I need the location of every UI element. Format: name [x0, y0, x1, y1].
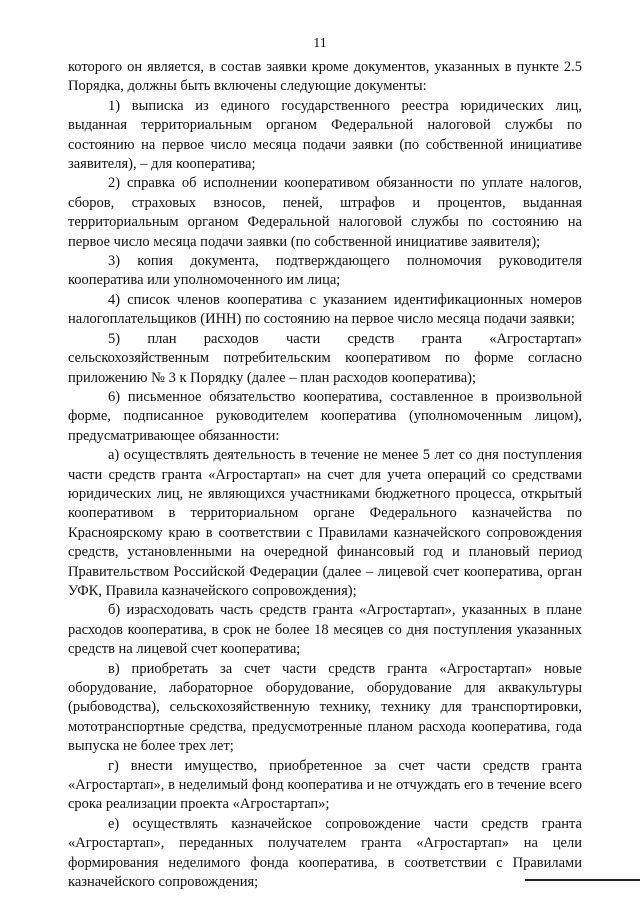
paragraph-subitem-v: в) приобретать за счет части средств гранта «Агростартап» новые оборудование, лабораторное оборудование, оборудование для аквакультуры (рыбоводства), сельскохозяйственную технику, технику для транспортировки, мототранспортные средства, предусмотренные планом расхода кооператива, года выпуска не более трех лет; — [68, 660, 582, 755]
paragraph-subitem-b: б) израсходовать часть средств гранта «Агростартап», указанных в плане расходов кооператива, в срок не более 18 месяцев со дня поступления указанных средств на лицевой счет кооператива; — [68, 602, 582, 658]
paragraph-subitem-a: а) осуществлять деятельность в течение не менее 5 лет со дня поступления части средств гранта «Агростартап» на счет для учета операций со средствами юридических лиц, не являющихся участниками бюджетного процесса, открытый кооперативом в территориальном органе Федерального казначейства по Красноярскому краю в соответствии с Правилами казначейского сопровождения средств, установленными на очередной финансовый год и плановый период Правительством Российской Федерации (далее – лицевой счет кооператива, орган УФК, Правила казначейского сопровождения); — [68, 447, 582, 599]
paragraph-item-1: 1) выписка из единого государственного реестра юридических лиц, выданная территориальным органом Федеральной налоговой службы по состоянию на первое число месяца подачи заявки (по собственной инициативе заявителя), – для кооператива; — [68, 97, 582, 173]
paragraph-item-5: 5) план расходов части средств гранта «Агростартап» сельскохозяйственным потребительским кооперативом по форме согласно приложению № 3 к Порядку (далее – план расходов кооператива); — [68, 330, 582, 386]
paragraph-item-6: 6) письменное обязательство кооператива, составленное в произвольной форме, подписанное руководителем кооператива (уполномоченным лицом), предусматривающее обязанности: — [68, 388, 582, 444]
body-text — [68, 58, 582, 892]
scan-edge-line — [525, 879, 640, 881]
paragraph-item-4: 4) список членов кооператива с указанием идентификационных номеров налогоплательщиков (ИНН) по состоянию на первое число месяца подачи заявки; — [68, 291, 582, 328]
paragraph-subitem-g: г) внести имущество, приобретенное за счет части средств гранта «Агростартап», в неделимый фонд кооператива и не отчуждать его в течение всего срока реализации проекта «Агростартап»; — [68, 757, 582, 813]
paragraph-item-2: 2) справка об исполнении кооперативом обязанности по уплате налогов, сборов, страховых взносов, пеней, штрафов и процентов, выданная территориальным органом Федеральной налоговой службы по состоянию на первое число месяца подачи заявки (по собственной инициативе заявителя); — [68, 175, 582, 250]
page-number: 11 — [313, 36, 327, 51]
paragraph-intro: которого он является, в состав заявки кроме документов, указанных в пункте 2.5 Порядка, должны быть включены следующие документы: — [68, 59, 582, 95]
paragraph-item-3: 3) копия документа, подтверждающего полномочия руководителя кооператива или уполномоченного им лица; — [68, 253, 582, 289]
paragraph-subitem-e: е) осуществлять казначейское сопровождение части средств гранта «Агростартап», переданных получателем гранта «Агростартап» на цели формирования неделимого фонда кооператива, в соответствии с Правилами казначейского сопровождения; — [68, 815, 582, 891]
